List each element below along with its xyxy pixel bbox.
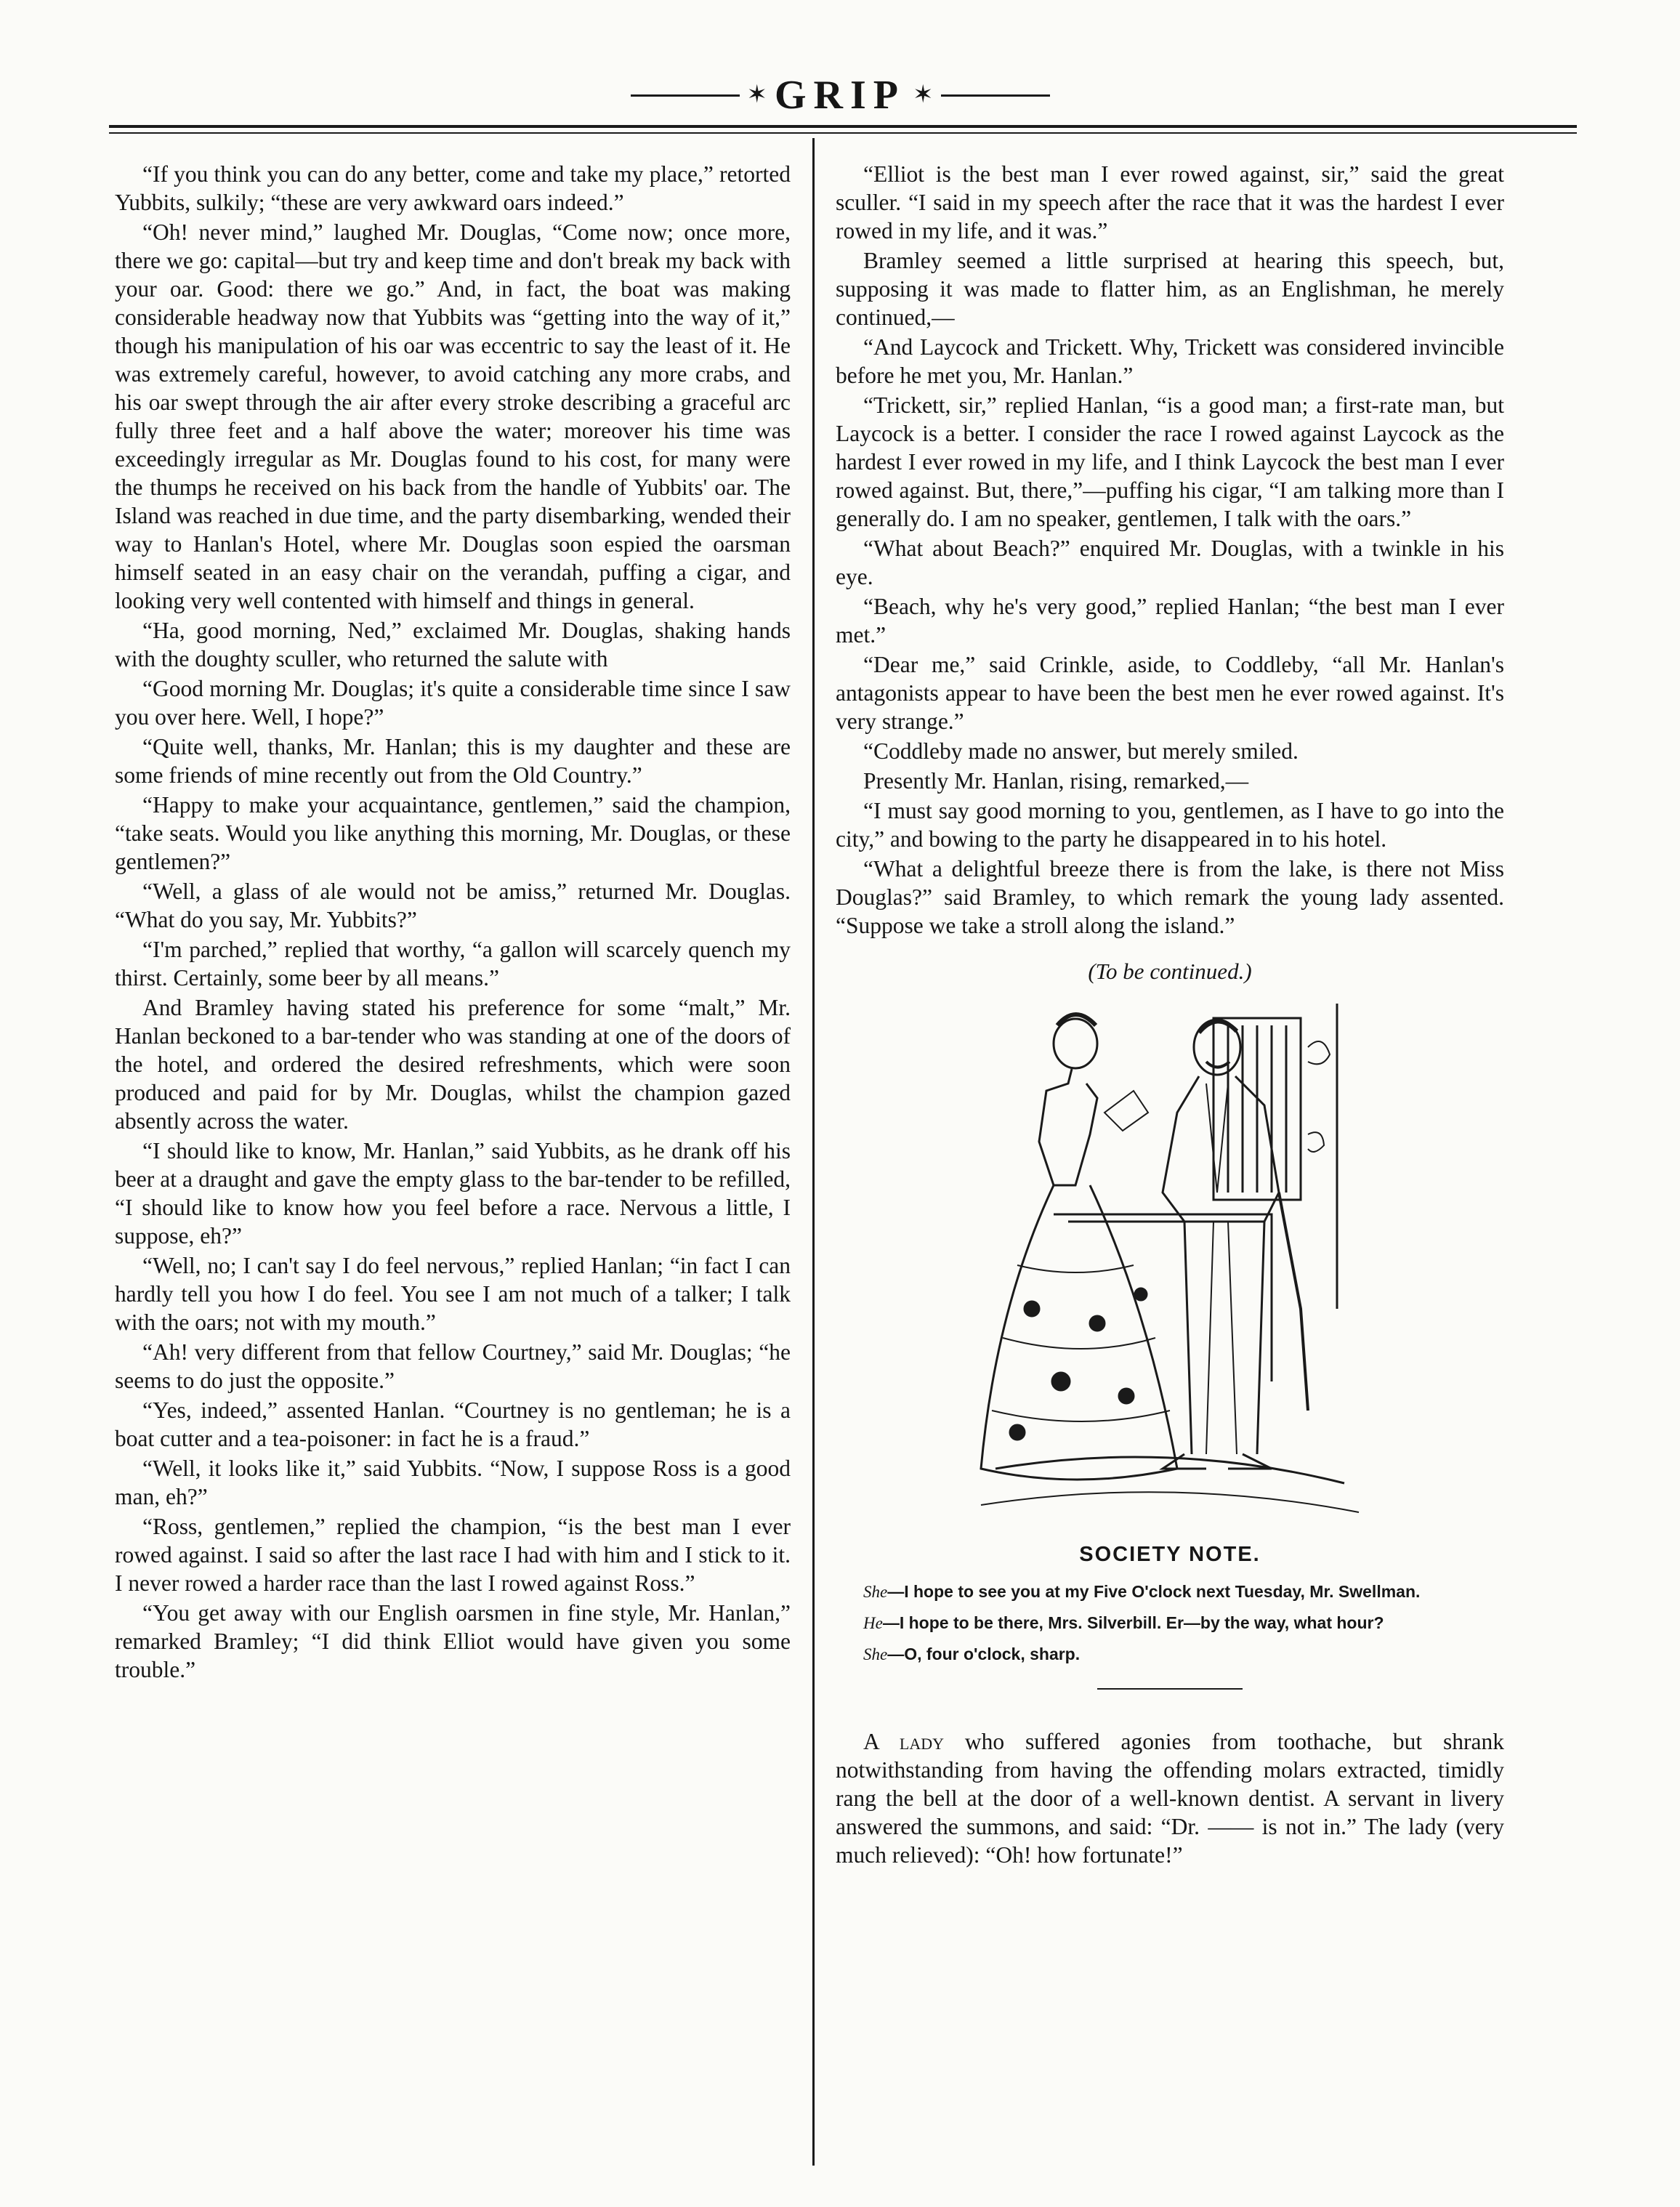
continued-note: (To be continued.) xyxy=(1088,959,1252,984)
paragraph: “Well, no; I can't say I do feel nervous,” replied Hanlan; “in fact I can hardly tell you how I do feel. You see I am not much of a talker; I talk with the oars; not with my mouth.” xyxy=(115,1253,791,1335)
header-rule xyxy=(109,125,1577,128)
paragraph: “I'm parched,” replied that worthy, “a gallon will scarcely quench my thirst. Certainly, some beer by all means.” xyxy=(115,937,791,990)
header-rule-thin xyxy=(109,132,1577,134)
paragraph: “Coddleby made no answer, but merely smiled. xyxy=(863,738,1299,764)
paragraph: “What about Beach?” enquired Mr. Douglas, with a twinkle in his eye. xyxy=(836,536,1504,589)
left-column xyxy=(115,160,791,1685)
masthead-left-rule xyxy=(631,94,740,97)
paragraph: “Ah! very different from that fellow Courtney,” said Mr. Douglas; “he seems to do just the opposite.” xyxy=(115,1339,791,1393)
paragraph: “You get away with our English oarsmen in fine style, Mr. Hanlan,” remarked Bramley; “I did think Elliot would have given you some trouble.” xyxy=(115,1600,791,1682)
paragraph: “Trickett, sir,” replied Hanlan, “is a good man; a first-rate man, but Laycock is a better. I consider the race I rowed against Laycock as the hardest I ever rowed in my life, and I think Laycock the best man I ever rowed against. But, there,”—puffing his cigar, “I am talking more than I generally do. I am no speaker, gentlemen, I talk with the oars.” xyxy=(836,392,1504,531)
paragraph: “Good morning Mr. Douglas; it's quite a considerable time since I saw you over here. Well, I hope?” xyxy=(115,676,791,730)
paragraph: “Oh! never mind,” laughed Mr. Douglas, “Come now; once more, there we go: capital—but try and keep time and don't break my back with your oar. Good: there we go.” And, in fact, the boat was making considerable headway now that Yubbits was “getting into the way of it,” though his manipulation of his oar was eccentric to say the least of it. He was extremely careful, however, to avoid catching any more crabs, and his oar swept through the air after every stroke describing a graceful arc fully three feet and a half above the water; moreover his time was exceedingly irregular as Mr. Douglas found to his cost, for many were the thumps he received on his back from the handle of Yubbits' oar. The Island was reached in due time, and the party disembarking, wended their way to Hanlan's Hotel, where Mr. Douglas soon espied the oarsman himself seated in an easy chair on the verandah, puffing a cigar, and looking very well contented with himself and things in general. xyxy=(115,219,791,613)
paragraph: “I should like to know, Mr. Hanlan,” said Yubbits, as he drank off his beer at a draught and gave the empty glass to the bar-tender to be refilled, “I should like to know how you feel before a race. Nervous a little, I suppose, eh?” xyxy=(115,1138,791,1248)
caption-text: —I hope to see you at my Five O'clock next Tuesday, Mr. Swellman. xyxy=(887,1582,1421,1601)
paragraph: Presently Mr. Hanlan, rising, remarked,— xyxy=(863,768,1249,794)
paragraph: “Quite well, thanks, Mr. Hanlan; this is my daughter and these are some friends of mine recently out from the Old Country.” xyxy=(115,734,791,788)
cartoon-title: SOCIETY NOTE. xyxy=(1079,1543,1261,1566)
paragraph: “What a delightful breeze there is from the lake, is there not Miss Douglas?” said Bramley, to which remark the young lady assented. “Suppose we take a stroll along the island.” xyxy=(836,856,1504,938)
paragraph: “Happy to make your acquaintance, gentlemen,” said the champion, “take seats. Would you like anything this morning, Mr. Douglas, or these gentlemen?” xyxy=(115,792,791,874)
paragraph: “Dear me,” said Crinkle, aside, to Coddleby, “all Mr. Hanlan's antagonists appear to have been the best men he ever rowed against. It's very strange.” xyxy=(836,652,1504,734)
masthead-right-rule xyxy=(941,94,1050,97)
paragraph: “Well, it looks like it,” said Yubbits. “Now, I suppose Ross is a good man, eh?” xyxy=(115,1456,791,1509)
caption-text: —O, four o'clock, sharp. xyxy=(887,1645,1081,1663)
right-column xyxy=(836,160,1504,1871)
paragraph: Bramley seemed a little surprised at hearing this speech, but, supposing it was made to flatter him, as an Englishman, he merely continued,— xyxy=(836,248,1504,330)
paragraph: “And Laycock and Trickett. Why, Trickett was considered invincible before he met you, Mr. Hanlan.” xyxy=(836,334,1504,388)
anecdote-paragraph xyxy=(836,1727,1504,1869)
star-icon: ✶ xyxy=(746,81,767,108)
paragraph: “Ha, good morning, Ned,” exclaimed Mr. Douglas, shaking hands with the doughty sculler, who returned the salute with xyxy=(115,618,791,671)
speaker: She xyxy=(863,1583,888,1601)
paragraph: And Bramley having stated his preference for some “malt,” Mr. Hanlan beckoned to a bar-tender who was standing at one of the doors of the hotel, and ordered the desired refreshments, which were soon produced and paid for by Mr. Douglas, whilst the champion gazed absently across the water. xyxy=(115,995,791,1134)
anecdote-text: who suffered agonies from toothache, but shrank notwithstanding from having the offending molars extracted, timidly rang the bell at the door of a well-known dentist. A servant in livery answered the summons, and said: “Dr. —— is not in.” The lady (very much relieved): “Oh! how fortunate!” xyxy=(836,1729,1504,1868)
paragraph: “If you think you can do any better, come and take my place,” retorted Yubbits, sulkily; “these are very awkward oars indeed.” xyxy=(115,161,791,215)
paragraph: “Elliot is the best man I ever rowed against, sir,” said the great sculler. “I said in my speech after the race that it was the hardest I ever rowed in my life, and it was.” xyxy=(836,161,1504,243)
cartoon-illustration xyxy=(966,1004,1373,1527)
masthead xyxy=(0,70,1680,121)
star-icon: ✶ xyxy=(913,81,934,108)
paragraph: “Well, a glass of ale would not be amiss,” returned Mr. Douglas. “What do you say, Mr. Yubbits?” xyxy=(115,879,791,932)
caption-text: —I hope to be there, Mrs. Silverbill. Er—by the way, what hour? xyxy=(882,1613,1384,1632)
speaker: He xyxy=(863,1614,883,1632)
column-divider xyxy=(812,138,815,2166)
section-divider xyxy=(1097,1688,1243,1690)
paragraph: “Ross, gentlemen,” replied the champion, “is the best man I ever rowed against. I said so after the last race I had with him and I stick to it. I never rowed a harder race than the last I rowed against Ross.” xyxy=(115,1514,791,1596)
paragraph: “I must say good morning to you, gentlemen, as I have to go into the city,” and bowing to the party he disappeared in to his hotel. xyxy=(836,798,1504,852)
cartoon-caption-line xyxy=(836,1642,1504,1666)
paragraph: “Yes, indeed,” assented Hanlan. “Courtney is no gentleman; he is a boat cutter and a tea-poisoner: in fact he is a fraud.” xyxy=(115,1397,791,1451)
masthead-title: GRIP xyxy=(775,73,905,118)
speaker: She xyxy=(863,1645,888,1663)
paragraph: “Beach, why he's very good,” replied Hanlan; “the best man I ever met.” xyxy=(836,594,1504,647)
cartoon-caption-line xyxy=(836,1611,1504,1635)
cartoon-caption-line xyxy=(836,1580,1504,1604)
anecdote-lead: A lady xyxy=(863,1729,944,1754)
